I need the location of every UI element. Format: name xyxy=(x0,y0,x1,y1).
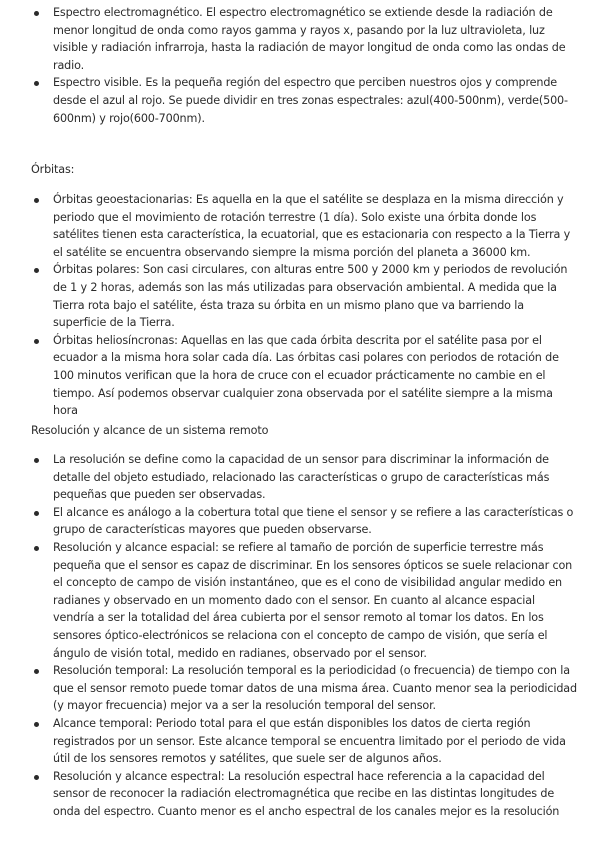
list-item: Espectro electromagnético. El espectro electromagnético se extiende desde la radiación de menor longitud de onda como rayos gamma y rayos x, pasando por la luz ultravioleta, luz visible y radiación infrarroja, hasta la radiación de mayor longitud de onda como las ondas de radio. xyxy=(31,4,579,74)
list-item: Espectro visible. Es la pequeña región del espectro que perciben nuestros ojos y comprende desde el azul al rojo. Se puede dividir en tres zonas espectrales: azul(400-500nm), verde(500-600nm) y rojo(600-700nm). xyxy=(31,74,579,127)
list-item: Órbitas geoestacionarias: Es aquella en la que el satélite se desplaza en la misma dirección y periodo que el movimiento de rotación terrestre (1 día). Solo existe una órbita donde los satélites tienen esta característica, la ecuatorial, que es estacionaria con respecto a la Tierra y el satélite se encuentra observando siempre la misma porción del planeta a 36000 km. xyxy=(31,191,579,261)
orbits-heading: Órbitas: xyxy=(31,163,75,176)
resolution-heading: Resolución y alcance de un sistema remoto xyxy=(31,424,269,437)
orbits-list xyxy=(31,191,579,420)
list-item: Resolución temporal: La resolución temporal es la periodicidad (o frecuencia) de tiempo con la que el sensor remoto puede tomar datos de una misma área. Cuanto menor sea la periodicidad (y mayor frecuencia) mejor va a ser la resolución temporal del sensor. xyxy=(31,662,579,715)
list-item: Resolución y alcance espacial: se refiere al tamaño de porción de superficie terrestre más pequeña que el sensor es capaz de discriminar. En los sensores ópticos se suele relacionar con el concepto de campo de visión instantáneo, que es el cono de visibilidad angular medido en radianes y observado en un momento dado con el sensor. En cuanto al alcance espacial vendría a ser la totalidad del área cubierta por el sensor remoto al tomar los datos. En los sensores óptico-electrónicos se relaciona con el concepto de campo de visión, que sería el ángulo de visión total, medido en radianes, observado por el sensor. xyxy=(31,539,579,662)
list-item: Alcance temporal: Periodo total para el que están disponibles los datos de cierta región registrados por un sensor. Este alcance temporal se encuentra limitado por el periodo de vida útil de los sensores remotos y satélites, que suele ser de algunos años. xyxy=(31,715,579,768)
spectrum-list xyxy=(31,4,579,127)
list-item: Órbitas heliosíncronas: Aquellas en las que cada órbita descrita por el satélite pasa por el ecuador a la misma hora solar cada día. Las órbitas casi polares con periodos de rotación de 100 minutos verifican que la hora de cruce con el ecuador prácticamente no cambie en el tiempo. Así podemos observar cualquier zona observada por el satélite siempre a la misma hora xyxy=(31,332,579,420)
list-item: La resolución se define como la capacidad de un sensor para discriminar la información de detalle del objeto estudiado, relacionado las características o grupo de características más pequeñas que pueden ser observadas. xyxy=(31,451,579,504)
resolution-list xyxy=(31,451,579,820)
list-item: El alcance es análogo a la cobertura total que tiene el sensor y se refiere a las características o grupo de características mayores que pueden observarse. xyxy=(31,504,579,539)
list-item: Órbitas polares: Son casi circulares, con alturas entre 500 y 2000 km y periodos de revolución de 1 y 2 horas, además son las más utilizadas para observación ambiental. A medida que la Tierra rota bajo el satélite, ésta traza su órbita en un mismo plano que va barriendo la superficie de la Tierra. xyxy=(31,261,579,331)
list-item: Resolución y alcance espectral: La resolución espectral hace referencia a la capacidad del sensor de reconocer la radiación electromagnética que recibe en las distintas longitudes de onda del espectro. Cuanto menor es el ancho espectral de los canales mejor es la resolución xyxy=(31,768,579,821)
